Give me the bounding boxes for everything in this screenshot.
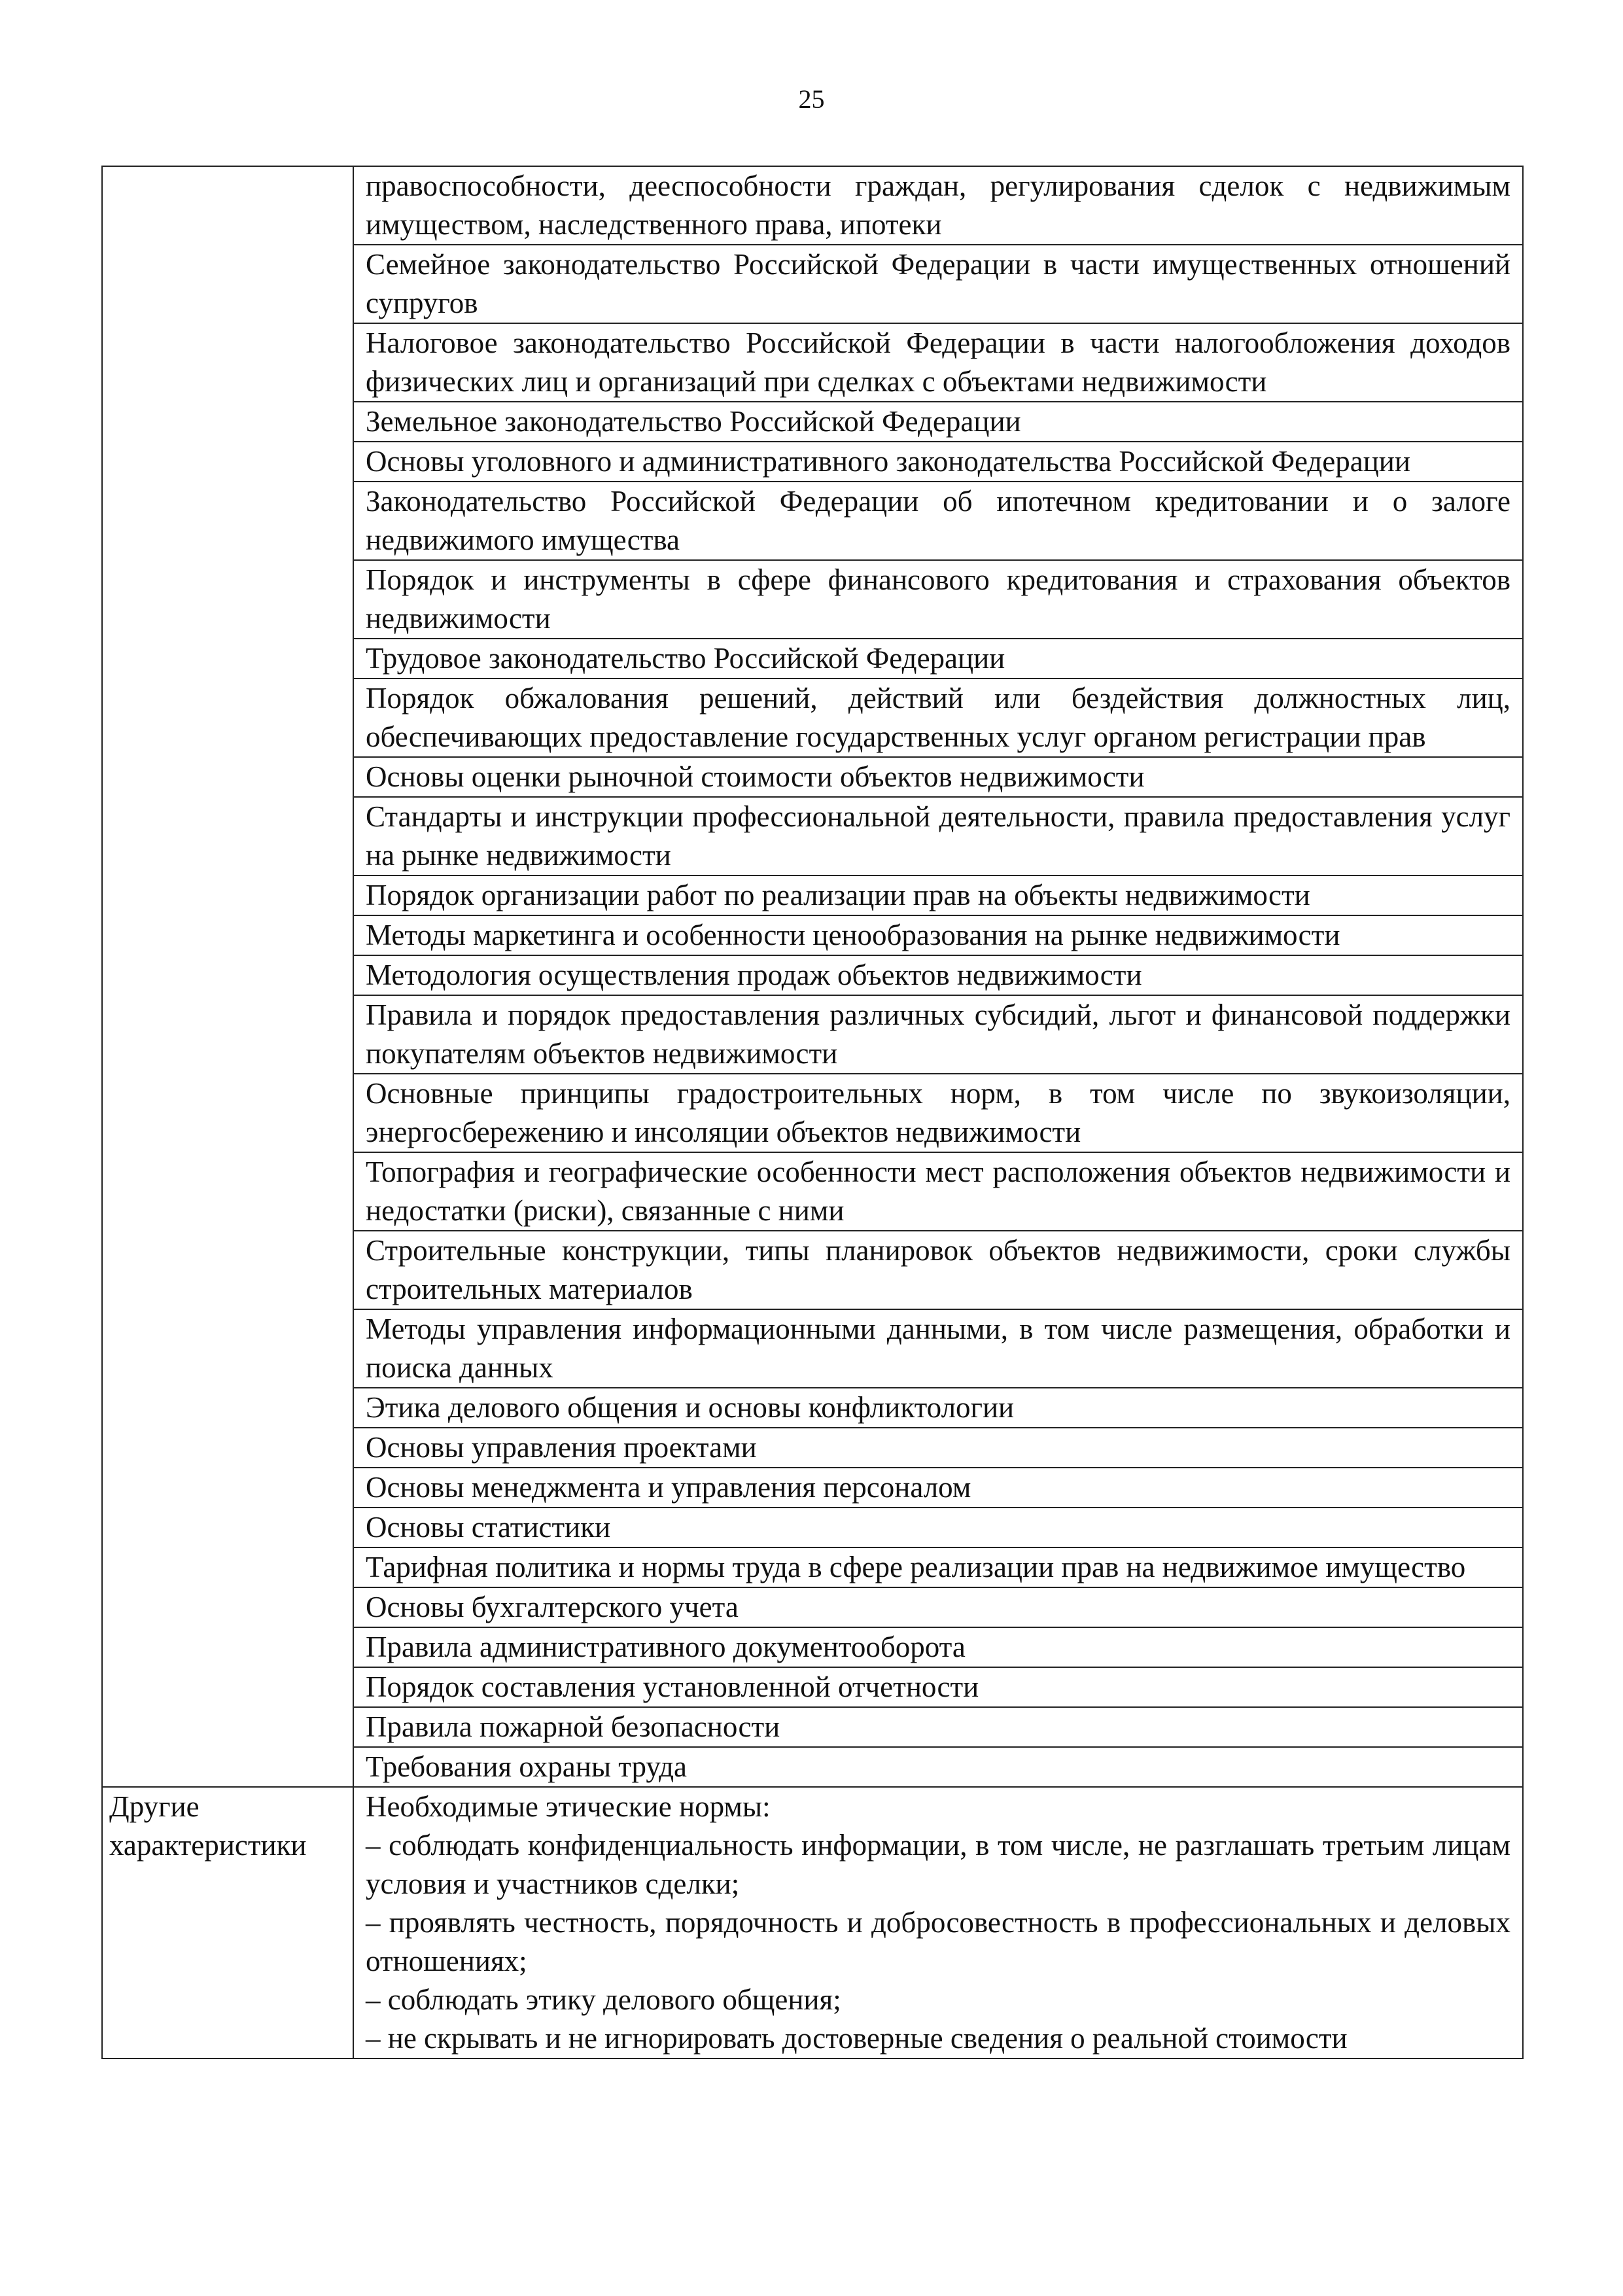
knowledge-item: Этика делового общения и основы конфликтологии — [353, 1388, 1523, 1428]
knowledge-item: Налоговое законодательство Российской Федерации в части налогообложения доходов физических лиц и организаций при сделках с объектами недвижимости — [353, 323, 1523, 402]
knowledge-item: Правила пожарной безопасности — [353, 1707, 1523, 1747]
ethical-norms-heading: Необходимые этические нормы: — [366, 1790, 771, 1823]
knowledge-item: Порядок обжалования решений, действий или бездействия должностных лиц, обеспечивающих предоставление государственных услуг органом регистрации прав — [353, 679, 1523, 757]
knowledge-item: Основы управления проектами — [353, 1428, 1523, 1468]
page-number: 25 — [798, 84, 825, 114]
other-characteristics-label — [102, 1787, 353, 2058]
knowledge-item: Строительные конструкции, типы планировок объектов недвижимости, сроки службы строительных материалов — [353, 1231, 1523, 1309]
knowledge-item: Основы уголовного и административного законодательства Российской Федерации — [353, 442, 1523, 482]
knowledge-row-first — [102, 166, 1523, 245]
label-line: Другие — [109, 1790, 200, 1823]
requirements-table — [101, 166, 1524, 2059]
knowledge-item: Методы маркетинга и особенности ценообразования на рынке недвижимости — [353, 915, 1523, 955]
knowledge-label-cell-empty — [102, 166, 353, 1787]
knowledge-item: Основы статистики — [353, 1508, 1523, 1547]
knowledge-item: Правила и порядок предоставления различных субсидий, льгот и финансовой поддержки покупателям объектов недвижимости — [353, 995, 1523, 1074]
ethical-norms-cell — [353, 1787, 1523, 2058]
knowledge-item: правоспособности, дееспособности граждан, регулирования сделок с недвижимым имуществом, наследственного права, ипотеки — [353, 166, 1523, 245]
knowledge-item: Топография и географические особенности мест расположения объектов недвижимости и недостатки (риски), связанные с ними — [353, 1152, 1523, 1231]
ethical-norm-item: – не скрывать и не игнорировать достоверные сведения о реальной стоимости — [366, 2022, 1348, 2055]
knowledge-item: Тарифная политика и нормы труда в сфере реализации прав на недвижимое имущество — [353, 1547, 1523, 1587]
knowledge-item: Основные принципы градостроительных норм, в том числе по звукоизоляции, энергосбережению и инсоляции объектов недвижимости — [353, 1074, 1523, 1152]
label-line: характеристики — [109, 1829, 307, 1862]
knowledge-item: Основы бухгалтерского учета — [353, 1587, 1523, 1627]
knowledge-item: Порядок организации работ по реализации прав на объекты недвижимости — [353, 875, 1523, 915]
knowledge-item: Правила административного документооборота — [353, 1627, 1523, 1667]
other-characteristics-row — [102, 1787, 1523, 2058]
knowledge-item: Основы менеджмента и управления персоналом — [353, 1468, 1523, 1508]
ethical-norm-item: – соблюдать конфиденциальность информации, в том числе, не разглашать третьим лицам условия и участников сделки; — [366, 1829, 1510, 1900]
knowledge-item: Трудовое законодательство Российской Федерации — [353, 639, 1523, 679]
knowledge-item: Земельное законодательство Российской Федерации — [353, 402, 1523, 442]
knowledge-item: Методология осуществления продаж объектов недвижимости — [353, 955, 1523, 995]
knowledge-item: Основы оценки рыночной стоимости объектов недвижимости — [353, 757, 1523, 797]
knowledge-item: Стандарты и инструкции профессиональной деятельности, правила предоставления услуг на рынке недвижимости — [353, 797, 1523, 875]
knowledge-item: Методы управления информационными данными, в том числе размещения, обработки и поиска данных — [353, 1309, 1523, 1388]
knowledge-item: Порядок составления установленной отчетности — [353, 1667, 1523, 1707]
ethical-norm-item: – соблюдать этику делового общения; — [366, 1983, 841, 2016]
knowledge-item: Требования охраны труда — [353, 1747, 1523, 1787]
ethical-norm-item: – проявлять честность, порядочность и добросовестность в профессиональных и деловых отношениях; — [366, 1906, 1510, 1977]
table-body — [102, 166, 1523, 2058]
knowledge-item: Порядок и инструменты в сфере финансового кредитования и страхования объектов недвижимости — [353, 560, 1523, 639]
knowledge-item: Семейное законодательство Российской Федерации в части имущественных отношений супругов — [353, 245, 1523, 323]
knowledge-item: Законодательство Российской Федерации об ипотечном кредитовании и о залоге недвижимого имущества — [353, 482, 1523, 560]
